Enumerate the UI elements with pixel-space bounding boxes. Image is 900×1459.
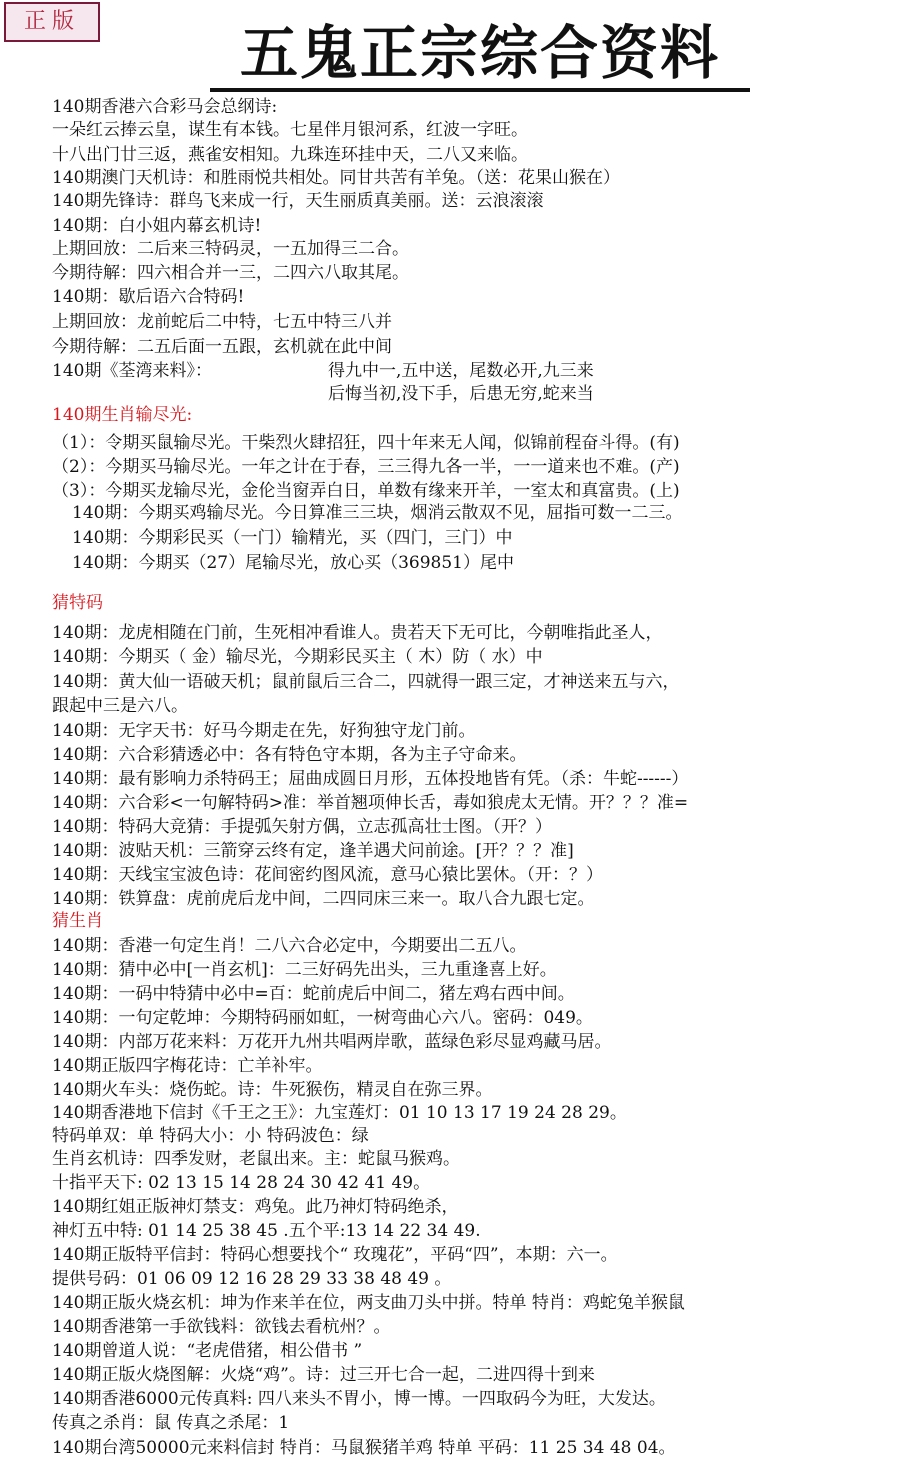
text-line: 140期：内部万花来料：万花开九州共唱两岸歌，蓝绿色彩尽显鸡藏马居。 (52, 1032, 612, 1052)
text-line: 140期：天线宝宝波色诗：花间密约图风流，意马心猿比罢休。（开：？） (52, 865, 603, 885)
section-heading: 猜生肖 (52, 911, 103, 931)
text-line: 140期：黄大仙一语破天机；鼠前鼠后三合二，四就得一跟三定，才神送来五与六， (52, 672, 680, 692)
text-line: （3）：今期买龙输尽光，金伦当窗弄白日，单数有缘来开羊，一室太和真富贵。(上) (52, 481, 680, 501)
version-stamp: 正版 (4, 2, 100, 42)
text-line: 后悔当初,没下手，后患无穷,蛇来当 (328, 384, 594, 404)
text-line: 140期：香港一句定生肖！二八六合必定中，今期要出二五八。 (52, 936, 527, 956)
text-line: 140期：特码大竞猜：手提弧矢射方偶，立志孤高壮士图。（开？） (52, 817, 552, 837)
text-line: 140期先锋诗：群鸟飞来成一行，天生丽质真美丽。送：云浪滚滚 (52, 191, 544, 211)
text-line: 上期回放：二后来三特码灵，一五加得三二合。 (52, 239, 409, 259)
text-line: 140期正版火烧玄机：坤为作来羊在位，两支曲刀头中拼。特单 特肖：鸡蛇兔羊猴鼠 (52, 1293, 685, 1313)
text-line: 跟起中三是六八。 (52, 696, 188, 716)
text-line: 140期正版特平信封：特码心想要找个“ 玫瑰花”，平码“四”，本期：六一。 (52, 1245, 618, 1265)
text-line: 140期：六合彩猜透必中：各有特色守本期，各为主子守命来。 (52, 745, 527, 765)
text-line: 140期：今期买（27）尾输尽光，放心买（369851）尾中 (72, 553, 514, 573)
text-line: 140期：今期买鸡输尽光。今日算准三三块，烟消云散双不见，屈指可数一二三。 (72, 503, 683, 523)
text-line: 140期：白小姐内幕玄机诗! (52, 216, 262, 236)
text-line: 特码单双：单 特码大小：小 特码波色：绿 (52, 1126, 369, 1146)
text-line: 140期正版四字梅花诗：亡羊补牢。 (52, 1056, 323, 1076)
text-line: 140期正版火烧图解：火烧“鸡”。诗：过三开七合一起，二进四得十到来 (52, 1365, 595, 1385)
text-line: 140期香港6000元传真料: 四八来头不胃小，博一博。一四取码今为旺，大发达。 (52, 1389, 666, 1409)
text-line: 140期：龙虎相随在门前，生死相冲看谁人。贵若天下无可比，今朝唯指此圣人， (52, 623, 663, 643)
text-line: 提供号码：01 06 09 12 16 28 29 33 38 48 49 。 (52, 1269, 452, 1289)
text-line: 140期曾道人说：“老虎借猪，相公借书 ” (52, 1341, 363, 1361)
text-line: 十八出门廿三返，燕雀安相知。九珠连环挂中天，二八又来临。 (52, 145, 528, 165)
text-line: 140期红姐正版神灯禁支：鸡兔。此乃神灯特码绝杀， (52, 1197, 459, 1217)
text-line: 140期：今期彩民买（一门）输精光，买（四门，三门）中 (72, 528, 513, 548)
text-line: 十指平天下: 02 13 15 14 28 24 30 42 41 49。 (52, 1173, 431, 1193)
text-line: 140期台湾50000元来料信封 特肖：马鼠猴猪羊鸡 特单 平码：11 25 34 48 04。 (52, 1438, 676, 1458)
text-line: 140期香港地下信封《千王之王》：九宝莲灯：01 10 13 17 19 24 28 29。 (52, 1103, 627, 1123)
text-line: 140期：波贴天机：三箭穿云终有定，逢羊遇犬问前途。[开？？？准] (52, 841, 574, 861)
text-line: 一朵红云捧云皇，谋生有本钱。七星伴月银河系，红波一字旺。 (52, 120, 528, 140)
text-line: （1）：令期买鼠输尽光。干柴烈火肆招狂，四十年来无人闻，似锦前程奋斗得。(有) (52, 433, 680, 453)
text-line: 140期：今期买（ 金）输尽光，今期彩民买主（ 木）防（ 水）中 (52, 647, 543, 667)
text-line: 生肖玄机诗：四季发财，老鼠出来。主：蛇鼠马猴鸡。 (52, 1149, 460, 1169)
text-line: 140期火车头：烧伤蛇。诗：牛死猴伤，精灵自在弥三界。 (52, 1080, 493, 1100)
text-line: 140期《荃湾来料》： (52, 361, 212, 381)
text-line: 传真之杀肖：鼠 传真之杀尾：1 (52, 1413, 290, 1433)
text-line: 140期：歇后语六合特码! (52, 287, 245, 307)
text-line: 140期：一码中特猜中必中=百：蛇前虎后中间二，猪左鸡右西中间。 (52, 984, 575, 1004)
text-line: 140期：铁算盘：虎前虎后龙中间，二四同床三来一。取八合九跟七定。 (52, 889, 595, 909)
text-line: 140期：猜中必中[一肖玄机]：二三好码先出头，三九重逢喜上好。 (52, 960, 557, 980)
section-heading: 140期生肖输尽光: (52, 405, 193, 425)
text-line: 140期：最有影响力杀特码王；屈曲成圆日月形，五体投地皆有凭。（杀：牛蛇------） (52, 769, 689, 789)
text-line: 140期：六合彩<一句解特码>准：举首翘项伸长舌，毒如狼虎太无情。开？？？准= (52, 793, 689, 813)
text-line: 140期：无字天书：好马今期走在先，好狗独守龙门前。 (52, 721, 476, 741)
page-title: 五鬼正宗综合资料 (210, 18, 750, 92)
text-line: 140期香港第一手欲钱料：欲钱去看杭州？。 (52, 1317, 391, 1337)
text-line: 得九中一,五中送，尾数必开,九三来 (328, 361, 594, 381)
text-line: （2）：今期买马输尽光。一年之计在于春，三三得九各一半，一一道来也不难。(产) (52, 457, 680, 477)
text-line: 140期澳门天机诗：和胜雨悦共相处。同甘共苦有羊兔。（送：花果山猴在） (52, 168, 620, 188)
text-line: 今期待解：四六相合并一三，二四六八取其尾。 (52, 263, 409, 283)
text-line: 神灯五中特: 01 14 25 38 45 .五个平:13 14 22 34 49. (52, 1221, 481, 1241)
text-line: 上期回放：龙前蛇后二中特，七五中特三八并 (52, 312, 392, 332)
text-line: 140期香港六合彩马会总纲诗: (52, 97, 278, 117)
text-line: 今期待解：二五后面一五跟，玄机就在此中间 (52, 337, 392, 357)
text-line: 140期：一句定乾坤：今期特码丽如虹，一树弯曲心六八。密码：049。 (52, 1008, 593, 1028)
section-heading: 猜特码 (52, 593, 103, 613)
